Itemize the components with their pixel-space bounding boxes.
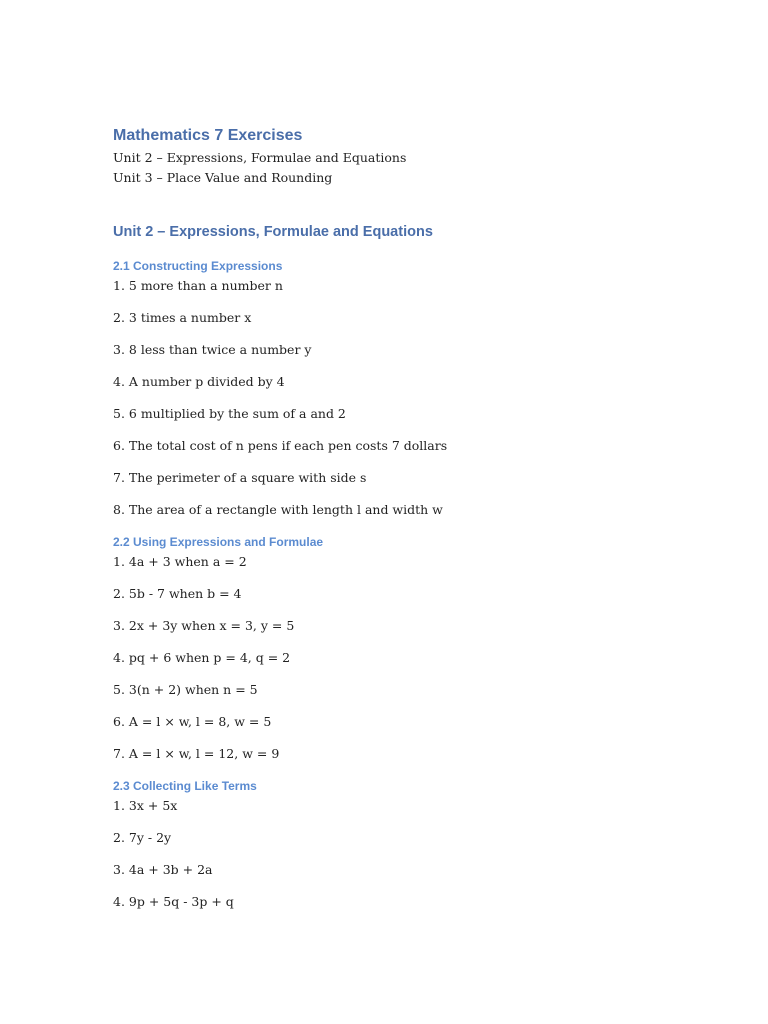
section-2-3: [113, 776, 713, 912]
exercise-item: 1. 3x + 5x: [113, 798, 178, 813]
exercise-item: 2. 7y - 2y: [113, 830, 172, 845]
exercise-item: 3. 2x + 3y when x = 3, y = 5: [113, 618, 295, 633]
exercise-item: 3. 4a + 3b + 2a: [113, 862, 213, 877]
section-heading: 2.3 Collecting Like Terms: [113, 779, 257, 793]
document-page: [113, 124, 713, 912]
exercise-item: 6. A = l × w, l = 8, w = 5: [113, 714, 272, 729]
exercise-item: 6. The total cost of n pens if each pen costs 7 dollars: [113, 438, 448, 453]
section-heading: 2.1 Constructing Expressions: [113, 259, 283, 273]
exercise-item: 5. 3(n + 2) when n = 5: [113, 682, 258, 697]
exercise-item: 2. 5b - 7 when b = 4: [113, 586, 242, 601]
section-heading: 2.2 Using Expressions and Formulae: [113, 535, 324, 549]
exercise-item: 7. The perimeter of a square with side s: [113, 470, 367, 485]
exercise-item: 5. 6 multiplied by the sum of a and 2: [113, 406, 346, 421]
exercise-item: 1. 4a + 3 when a = 2: [113, 554, 247, 569]
exercise-item: 4. pq + 6 when p = 4, q = 2: [113, 650, 291, 665]
section-2-2: [113, 532, 713, 764]
exercise-item: 7. A = l × w, l = 12, w = 9: [113, 746, 280, 761]
document-title: Mathematics 7 Exercises: [113, 127, 303, 144]
exercise-item: 8. The area of a rectangle with length l and width w: [113, 502, 443, 517]
toc-entry-unit-2: Unit 2 – Expressions, Formulae and Equations: [113, 150, 407, 165]
exercise-item: 3. 8 less than twice a number y: [113, 342, 312, 357]
unit-heading: Unit 2 – Expressions, Formulae and Equations: [113, 224, 433, 240]
exercise-item: 4. A number p divided by 4: [113, 374, 285, 389]
exercise-item: 1. 5 more than a number n: [113, 278, 283, 293]
section-2-1: [113, 256, 713, 520]
exercise-item: 2. 3 times a number x: [113, 310, 252, 325]
exercise-item: 4. 9p + 5q - 3p + q: [113, 894, 234, 909]
toc-entry-unit-3: Unit 3 – Place Value and Rounding: [113, 170, 333, 185]
